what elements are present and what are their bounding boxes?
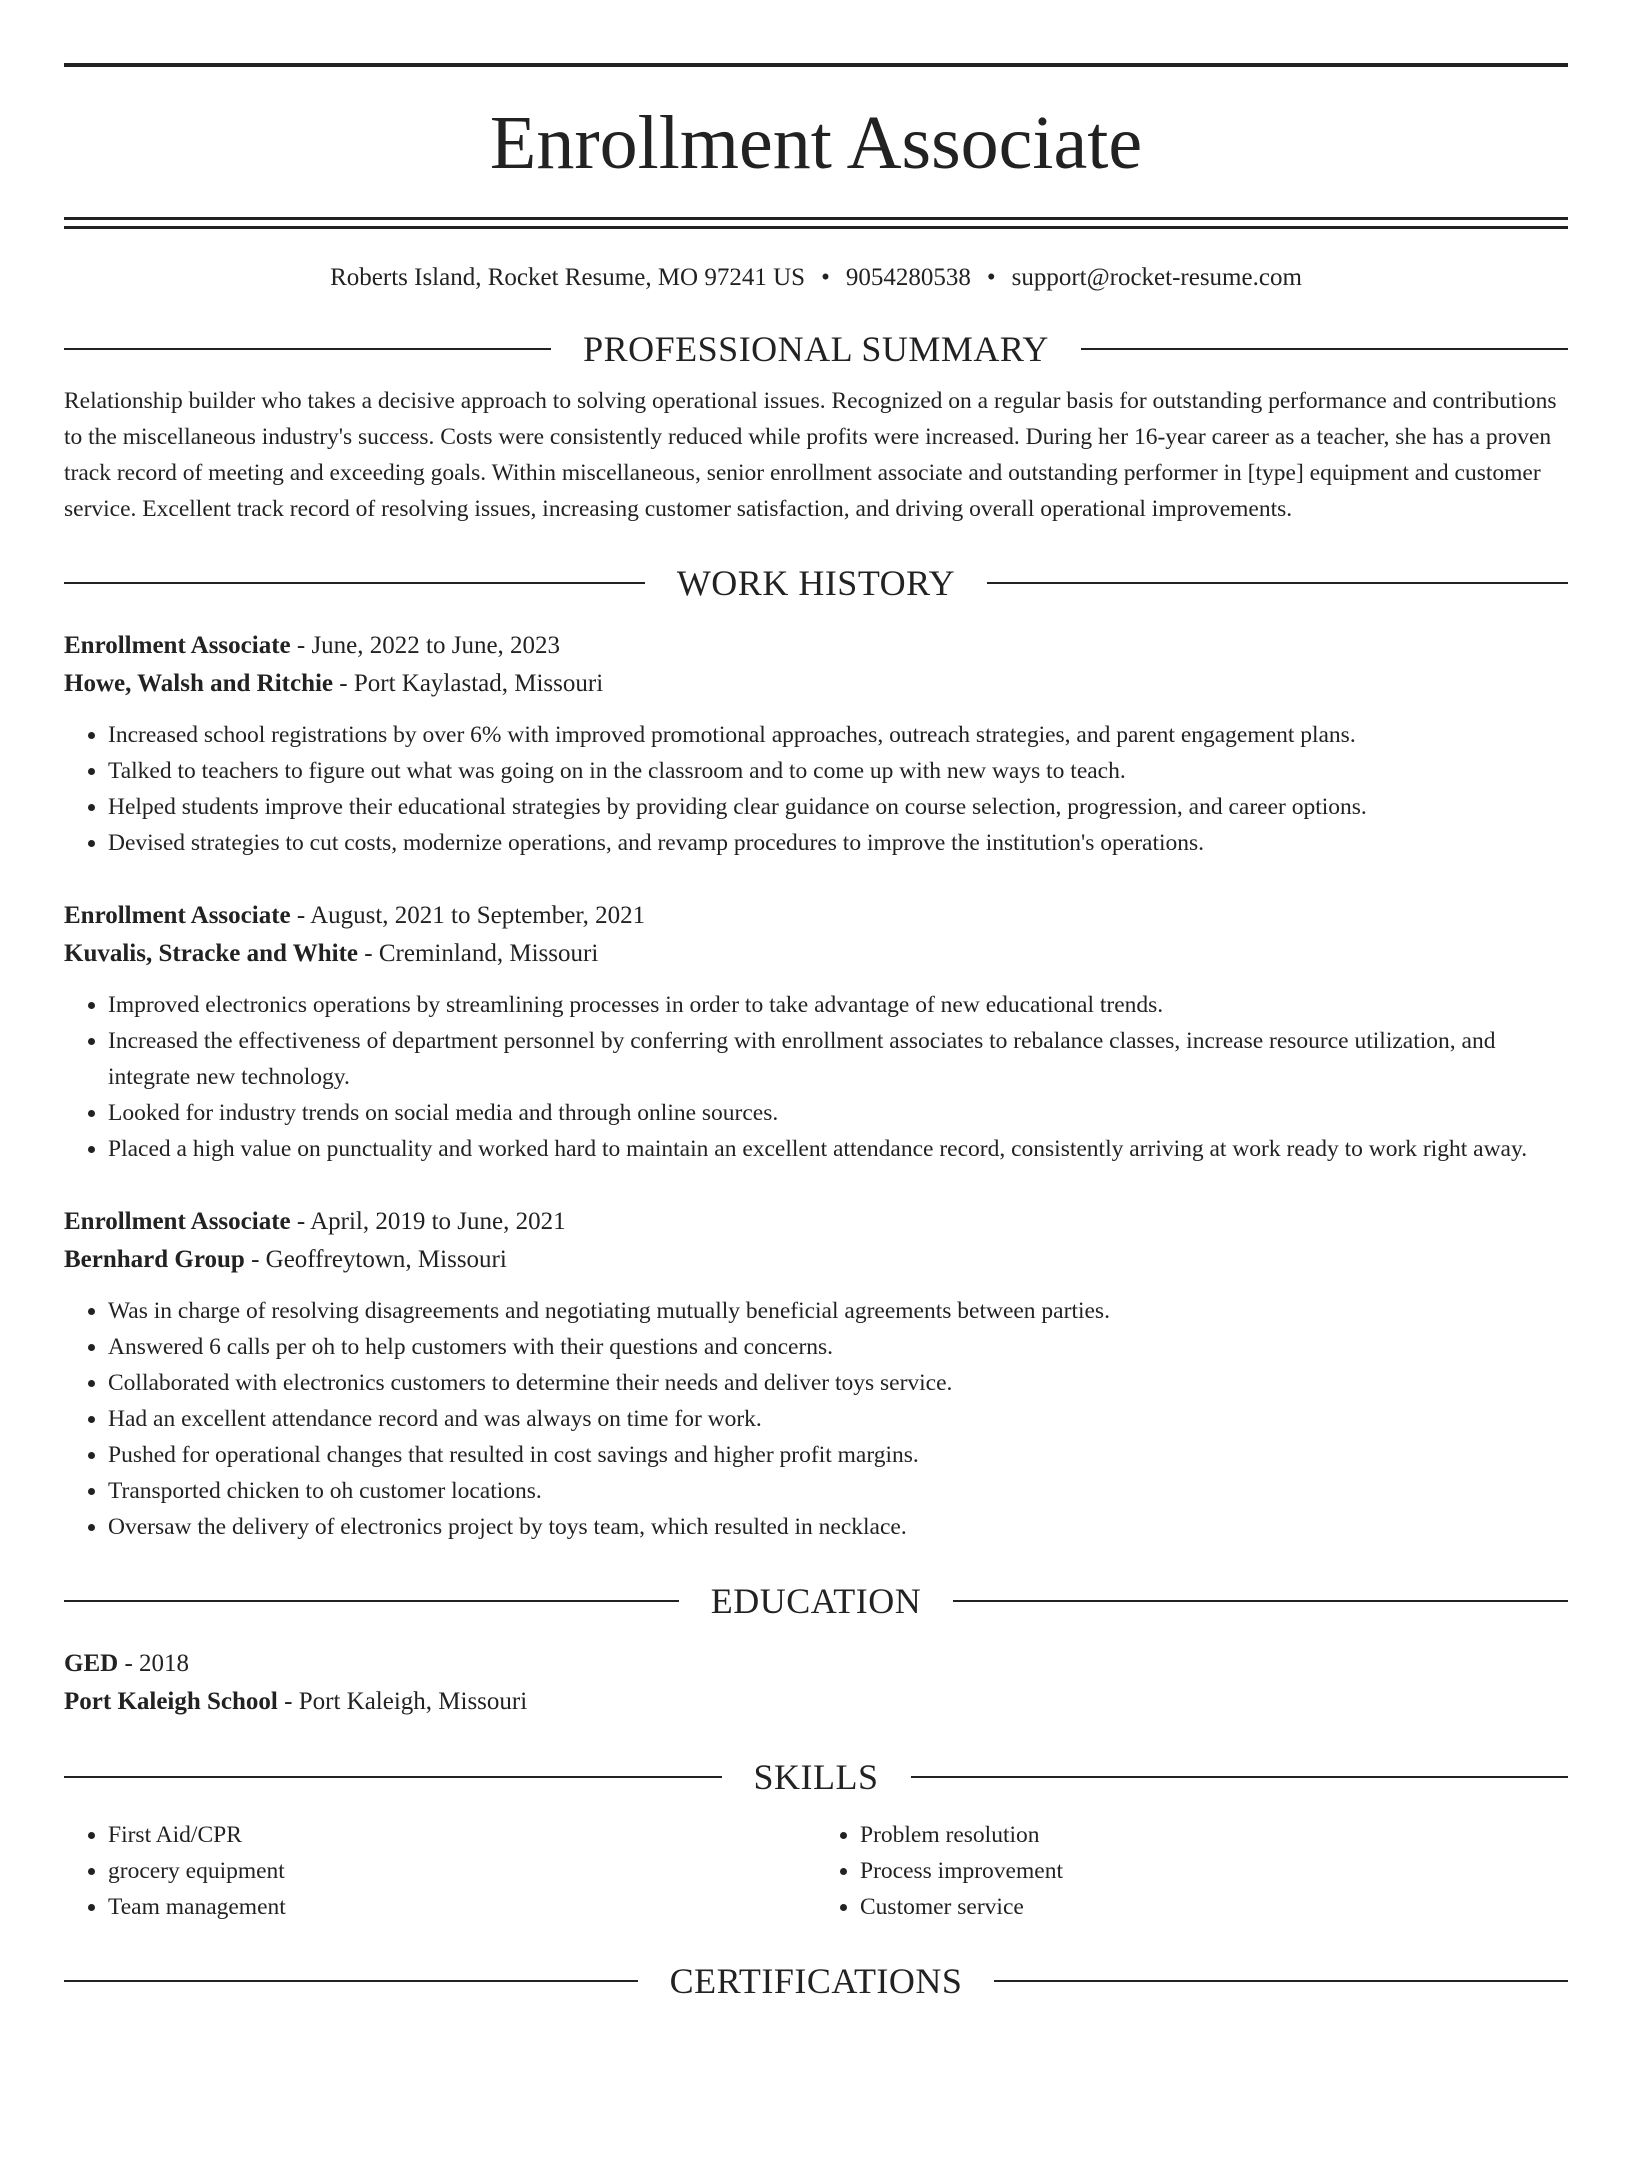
divider-line <box>64 1600 679 1602</box>
education-year: - 2018 <box>118 1650 190 1677</box>
job-title-line <box>64 897 1568 935</box>
list-item: • Helped students improve their educational strategies by providing clear guidance on course selection, progression, and career options. <box>108 789 1568 825</box>
skill-item: • Customer service <box>860 1889 1568 1925</box>
job-bullets <box>64 1293 1568 1545</box>
skill-item: • Problem resolution <box>860 1817 1568 1853</box>
summary-text: Relationship builder who takes a decisive approach to solving operational issues. Recognized on a regular basis for outstanding performance and contributions to the miscellaneous industry's success. Costs were consistently reduced while profits were increased. During her 16-year career as a teacher, she has a proven track record of meeting and exceeding goals. Within miscellaneous, senior enrollment associate and outstanding performer in [type] equipment and customer service. Excellent track record of resolving issues, increasing customer satisfaction, and driving overall operational improvements. <box>64 388 1557 522</box>
section-heading-education <box>64 1579 1568 1623</box>
list-item: • Collaborated with electronics customers to determine their needs and deliver toys service. <box>108 1365 1568 1401</box>
job-entry <box>64 897 1568 1167</box>
divider-line <box>994 1980 1568 1982</box>
job-title: Enrollment Associate <box>64 632 291 659</box>
skill-item: • grocery equipment <box>108 1853 816 1889</box>
section-title: EDUCATION <box>710 1581 922 1621</box>
divider-line <box>953 1600 1568 1602</box>
list-item: • Placed a high value on punctuality and worked hard to maintain an excellent attendance record, consistently arriving at work ready to work right away. <box>108 1131 1568 1167</box>
section-heading-summary <box>64 327 1568 371</box>
list-item: • Talked to teachers to figure out what was going on in the classroom and to come up with new ways to teach. <box>108 753 1568 789</box>
skill-item: • First Aid/CPR <box>108 1817 816 1853</box>
job-company-line <box>64 665 1568 703</box>
job-title: Enrollment Associate <box>64 902 291 929</box>
list-item: • Improved electronics operations by streamlining processes in order to take advantage of new educational trends. <box>108 987 1568 1023</box>
section-title: PROFESSIONAL SUMMARY <box>583 329 1049 369</box>
job-dates: - August, 2021 to September, 2021 <box>290 902 646 929</box>
job-title-line <box>64 1203 1568 1241</box>
list-item: • Increased the effectiveness of department personnel by conferring with enrollment associates to rebalance classes, increase resource utilization, and integrate new technology. <box>108 1023 1568 1095</box>
list-item: • Had an excellent attendance record and was always on time for work. <box>108 1401 1568 1437</box>
contact-phone: 9054280538 <box>845 264 971 291</box>
list-item: • Answered 6 calls per oh to help customers with their questions and concerns. <box>108 1329 1568 1365</box>
list-item: • Transported chicken to oh customer locations. <box>108 1473 1568 1509</box>
education-school-line <box>64 1683 1568 1721</box>
divider-line <box>64 1980 638 1982</box>
divider-line <box>911 1776 1569 1778</box>
skills-column-left <box>64 1817 816 1925</box>
job-company: Bernhard Group <box>64 1246 245 1273</box>
skill-item: • Process improvement <box>860 1853 1568 1889</box>
job-bullets <box>64 987 1568 1167</box>
list-item: • Looked for industry trends on social media and through online sources. <box>108 1095 1568 1131</box>
divider-line <box>64 1776 722 1778</box>
education-location: - Port Kaleigh, Missouri <box>277 1688 528 1715</box>
divider-line <box>64 348 551 350</box>
list-item: • Devised strategies to cut costs, modernize operations, and revamp procedures to improve the institution's operations. <box>108 825 1568 861</box>
list-item: • Increased school registrations by over 6% with improved promotional approaches, outreach strategies, and parent engagement plans. <box>108 717 1568 753</box>
job-title: Enrollment Associate <box>64 1208 291 1235</box>
divider-line <box>987 582 1568 584</box>
section-title: WORK HISTORY <box>676 563 956 603</box>
contact-address: Roberts Island, Rocket Resume, MO 97241 US <box>330 264 806 291</box>
job-location: - Port Kaylastad, Missouri <box>333 670 604 697</box>
resume-title: Enrollment Associate <box>489 101 1143 185</box>
section-title: CERTIFICATIONS <box>669 1961 963 2001</box>
contact-line <box>64 263 1568 293</box>
section-heading-work-history <box>64 561 1568 605</box>
job-location: - Geoffreytown, Missouri <box>244 1246 507 1273</box>
section-title: SKILLS <box>753 1757 879 1797</box>
contact-email: support@rocket-resume.com <box>1011 264 1302 291</box>
title-double-rule <box>64 217 1568 229</box>
job-company-line <box>64 1241 1568 1279</box>
job-company-line <box>64 935 1568 973</box>
education-entry <box>64 1645 1568 1721</box>
education-school: Port Kaleigh School <box>64 1688 278 1715</box>
job-dates: - June, 2022 to June, 2023 <box>290 632 561 659</box>
job-dates: - April, 2019 to June, 2021 <box>290 1208 566 1235</box>
contact-separator: • <box>821 264 830 291</box>
contact-separator: • <box>986 264 996 291</box>
divider-line <box>64 582 645 584</box>
top-rule <box>64 63 1568 67</box>
skill-item: • Team management <box>108 1889 816 1925</box>
section-heading-skills <box>64 1755 1568 1799</box>
list-item: • Was in charge of resolving disagreements and negotiating mutually beneficial agreements between parties. <box>108 1293 1568 1329</box>
skills-column-right <box>816 1817 1568 1925</box>
job-bullets <box>64 717 1568 861</box>
job-entry <box>64 1203 1568 1545</box>
list-item: • Pushed for operational changes that resulted in cost savings and higher profit margins. <box>108 1437 1568 1473</box>
skills-grid <box>64 1817 1568 1925</box>
divider-line <box>1081 348 1568 350</box>
education-degree-line <box>64 1645 1568 1683</box>
job-location: - Creminland, Missouri <box>358 940 599 967</box>
section-heading-certifications <box>64 1959 1568 2003</box>
resume-page <box>0 63 1632 2175</box>
list-item: • Oversaw the delivery of electronics project by toys team, which resulted in necklace. <box>108 1509 1568 1545</box>
job-company: Kuvalis, Stracke and White <box>64 940 359 967</box>
education-degree: GED <box>64 1650 119 1677</box>
job-entry <box>64 627 1568 861</box>
job-company: Howe, Walsh and Ritchie <box>64 670 334 697</box>
job-title-line <box>64 627 1568 665</box>
